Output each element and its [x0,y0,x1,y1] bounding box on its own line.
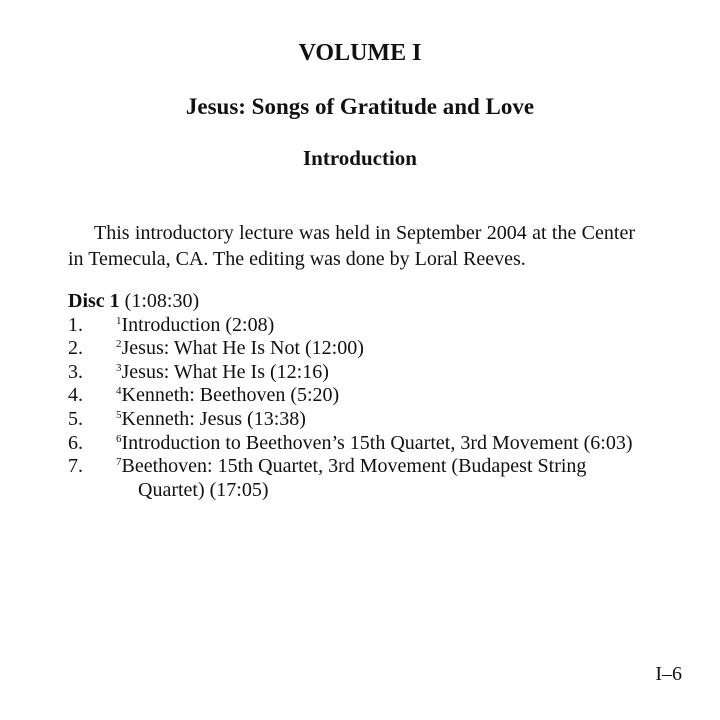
track-title-text: Introduction to Beethoven’s 15th Quartet, 3rd Movement (6:03) [121,431,633,454]
track-title [116,314,648,338]
page-number: I–6 [655,663,682,685]
track-title [116,384,648,408]
disc-track-list [68,290,648,502]
track-title-text: Introduction (2:08) [121,313,275,336]
footnote-marker: 3 [116,361,122,374]
volume-title: VOLUME I [298,40,422,66]
track-title-text: Kenneth: Jesus (13:38) [121,407,306,430]
track-item [68,455,648,502]
intro-paragraph: This introductory lecture was held in September 2004 at the Center in Temecula, CA. The editing was done by Loral Reeves. [68,222,635,270]
disc-duration: (1:08:30) [124,290,200,312]
track-item [68,384,648,408]
track-item [68,314,648,338]
track-title-text: Jesus: What He Is (12:16) [121,360,329,383]
footnote-marker: 5 [116,408,122,421]
volume-subtitle: Jesus: Songs of Gratitude and Love [185,94,535,119]
track-item [68,432,648,456]
track-item [68,337,648,361]
track-number: 5. [68,407,83,430]
track-title [116,455,648,502]
footnote-marker: 7 [116,456,122,469]
section-title: Introduction [303,146,417,170]
track-number: 3. [68,360,83,383]
track-title [116,337,648,361]
track-item [68,361,648,385]
track-title-text: Beethoven: 15th Quartet, 3rd Movement (Budapest String Quartet) (17:05) [121,455,587,501]
track-title-text: Jesus: What He Is Not (12:00) [121,337,364,360]
track-title-text: Kenneth: Beethoven (5:20) [121,384,340,407]
track-number: 6. [68,431,83,454]
track-number: 1. [68,313,83,336]
track-title [116,432,648,456]
track-item [68,408,648,432]
track-title [116,408,648,432]
footnote-marker: 1 [116,314,122,327]
track-title [116,361,648,385]
track-number: 2. [68,337,83,360]
footnote-marker: 4 [116,385,122,398]
footnote-marker: 6 [116,432,122,445]
track-number: 4. [68,384,83,407]
footnote-marker: 2 [116,338,122,351]
track-number: 7. [68,455,83,478]
disc-heading [68,290,648,314]
disc-label: Disc 1 [68,290,120,312]
